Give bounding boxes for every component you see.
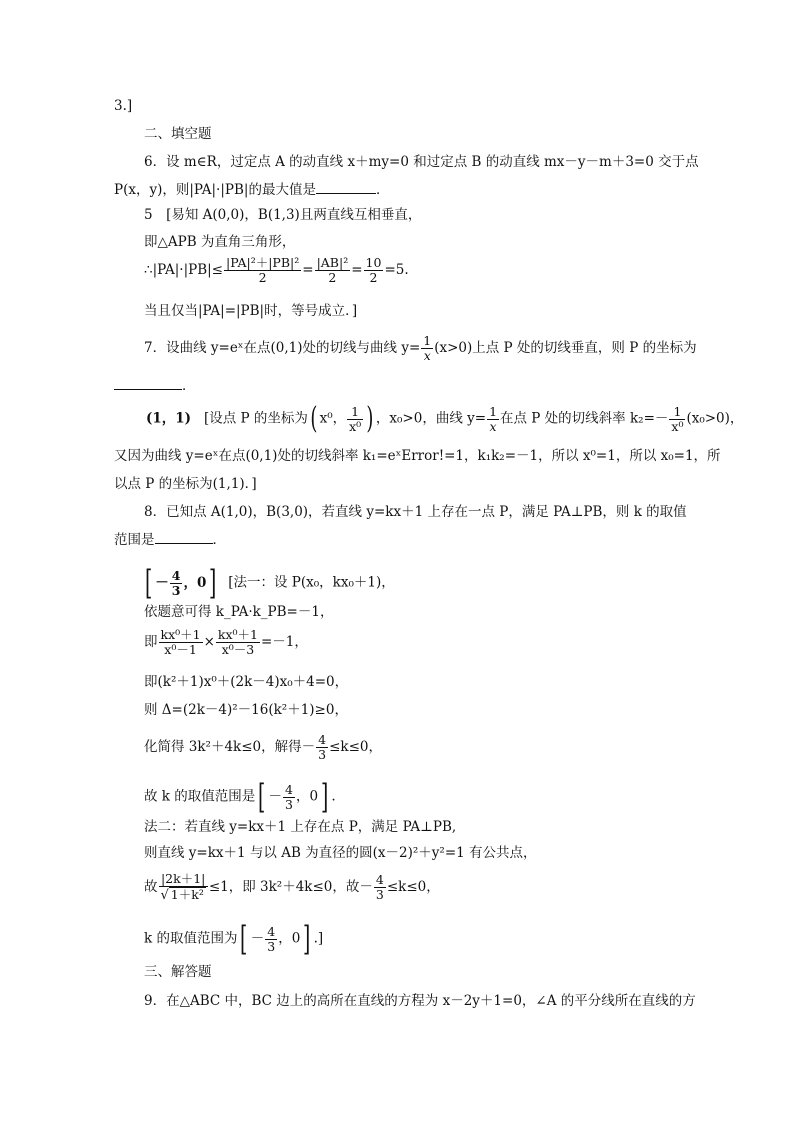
section-solutions-title: 三、解答题: [144, 964, 212, 980]
q8-answer-line5: 则 Δ=(2k－4)²－16(k²＋1)≥0，: [144, 702, 348, 718]
fraction: $\frac{4}{3}$: [285, 781, 293, 812]
answer-blank: [316, 180, 376, 194]
fraction: $\frac{10}{2}$: [365, 255, 382, 285]
fraction: $\frac{4}{3}$: [318, 732, 327, 762]
q6-answer-line3: ∴|PA|·|PB|≤ $\frac{\text{|PA|²＋|PB|²}}{2}$ = $\frac{\text{|AB|²}}{2}$ = $\frac{10}{2}$ =5.: [144, 255, 409, 285]
q8-answer-line7: 故 k 的取值范围是[ － $\frac{4}{3}$ ，0] .: [144, 777, 336, 817]
fraction: $\frac{1}{\text{x⁰}}$: [349, 403, 362, 434]
q6-answer-line1: 5 [易知 A(0,0)，B(1,3)且两直线互相垂直，: [144, 207, 422, 223]
q8-answer-line10: 故 $\frac{|2k+1|}{\text{√ 1＋k²}}$ ≤1，即 3k²＋4k≤0，故－ $\frac{4}{3}$ ≤k≤0，: [144, 871, 440, 903]
q8-stem-line1: 8．已知点 A(1,0)，B(3,0)，若直线 y=kx＋1 上存在一点 P，满足 PA⊥PB，则 k 的取值: [144, 504, 687, 520]
q7-stem-line1: 7．设曲线 y=eˣ在点(0,1)处的切线与曲线 y= $\frac{1}{x}$ (x>0)上点 P 处的切线垂直，则 P 的坐标为: [144, 333, 697, 363]
fraction: $\frac{4}{3}$: [171, 567, 181, 598]
q8-answer-line2: 依题意可得 k_PA·k_PB=－1，: [144, 604, 334, 620]
q6-answer-line2: 即△APB 为直角三角形，: [144, 234, 296, 250]
q6-stem-line2: P(x，y)，则|PA|·|PB|的最大值是 ．: [114, 182, 390, 198]
q7-stem-line2: ．: [114, 376, 196, 395]
q8-answer-line1: [ － $\frac{4}{3}$ ，0] [法一：设 P(x₀，kx₀＋1)，: [142, 566, 395, 600]
q8-answer-line6: 化简得 3k²＋4k≤0，解得－ $\frac{4}{3}$ ≤k≤0，: [144, 732, 383, 762]
answer-key: [ － $\frac{4}{3}$ ，0]: [144, 563, 217, 603]
fraction: $\frac{1}{\text{x⁰}}$: [671, 403, 684, 434]
q6-answer-line4: 当且仅当|PA|=|PB|时，等号成立．]: [144, 303, 358, 319]
q8-answer-line3: 即 $\frac{\text{kx⁰＋1}}{\text{x⁰－1}}$ × $\frac{\text{kx⁰＋1}}{\text{x⁰－3}}$ =－1，: [144, 627, 308, 657]
fraction: $\frac{1}{x}$: [423, 333, 432, 363]
q6-ineq-prefix: ∴|PA|·|PB|≤: [144, 262, 223, 278]
fraction: $\frac{\text{|AB|²}}{2}$: [316, 255, 349, 285]
fraction: $\frac{\text{kx⁰＋1}}{\text{x⁰－1}}$: [160, 627, 201, 657]
q6-stem-text: P(x，y)，则|PA|·|PB|的最大值是: [114, 182, 316, 198]
fraction: $\frac{1}{x}$: [489, 403, 498, 434]
answer-blank: [155, 530, 213, 544]
answer-key: (1，1): [146, 410, 192, 427]
section-fill-blank-title: 二、填空题: [144, 126, 212, 142]
fraction: $\frac{|2k+1|}{\text{√ 1＋k²}}$: [159, 872, 208, 903]
fraction: $\frac{\text{|PA|²＋|PB|²}}{2}$: [225, 255, 300, 285]
q8-answer-line8: 法二：若直线 y=kx＋1 上存在点 P，满足 PA⊥PB,: [144, 819, 457, 835]
q8-answer-line9: 则直线 y=kx＋1 与以 AB 为直径的圆(x－2)²＋y²=1 有公共点，: [144, 845, 537, 861]
q9-stem-line1: 9．在△ABC 中，BC 边上的高所在直线的方程为 x－2y＋1=0，∠A 的平分线所在直线的方: [144, 993, 696, 1009]
fraction: $\frac{4}{3}$: [267, 923, 276, 954]
q7-answer-line2: 又因为曲线 y=eˣ在点(0,1)处的切线斜率 k₁=eˣError!=1，k₁k₂=－1，所以 x⁰=1，所以 x₀=1，所: [114, 448, 721, 464]
q8-stem-line2: 范围是 ．: [114, 532, 226, 548]
q8-answer-line11: k 的取值范围为[ － $\frac{4}{3}$ ，0] .]: [144, 919, 324, 959]
prev-answer-end: 3.]: [114, 98, 133, 114]
fraction: $\frac{\text{kx⁰＋1}}{\text{x⁰－3}}$: [217, 627, 258, 657]
q7-answer-line1: (1，1) [设点 P 的坐标为( x⁰， $\frac{1}{\text{x⁰}}$ ) ，x₀>0，曲线 y= $\frac{1}{x}$ 在点 P 处的切线斜率 k₂=－ $\frac{1}{\text{x⁰}}$ (x₀>0)，: [146, 401, 744, 436]
answer-blank: [114, 376, 182, 390]
fraction: $\frac{4}{3}$: [375, 872, 384, 902]
q7-answer-line3: 以点 P 的坐标为(1,1)．]: [114, 476, 257, 492]
q8-answer-line4: 即(k²＋1)x⁰＋(2k－4)x₀＋4=0，: [144, 674, 349, 690]
q6-stem-line1: 6．设 m∈R，过定点 A 的动直线 x＋my=0 和过定点 B 的动直线 mx－y－m＋3=0 交于点: [144, 154, 699, 170]
